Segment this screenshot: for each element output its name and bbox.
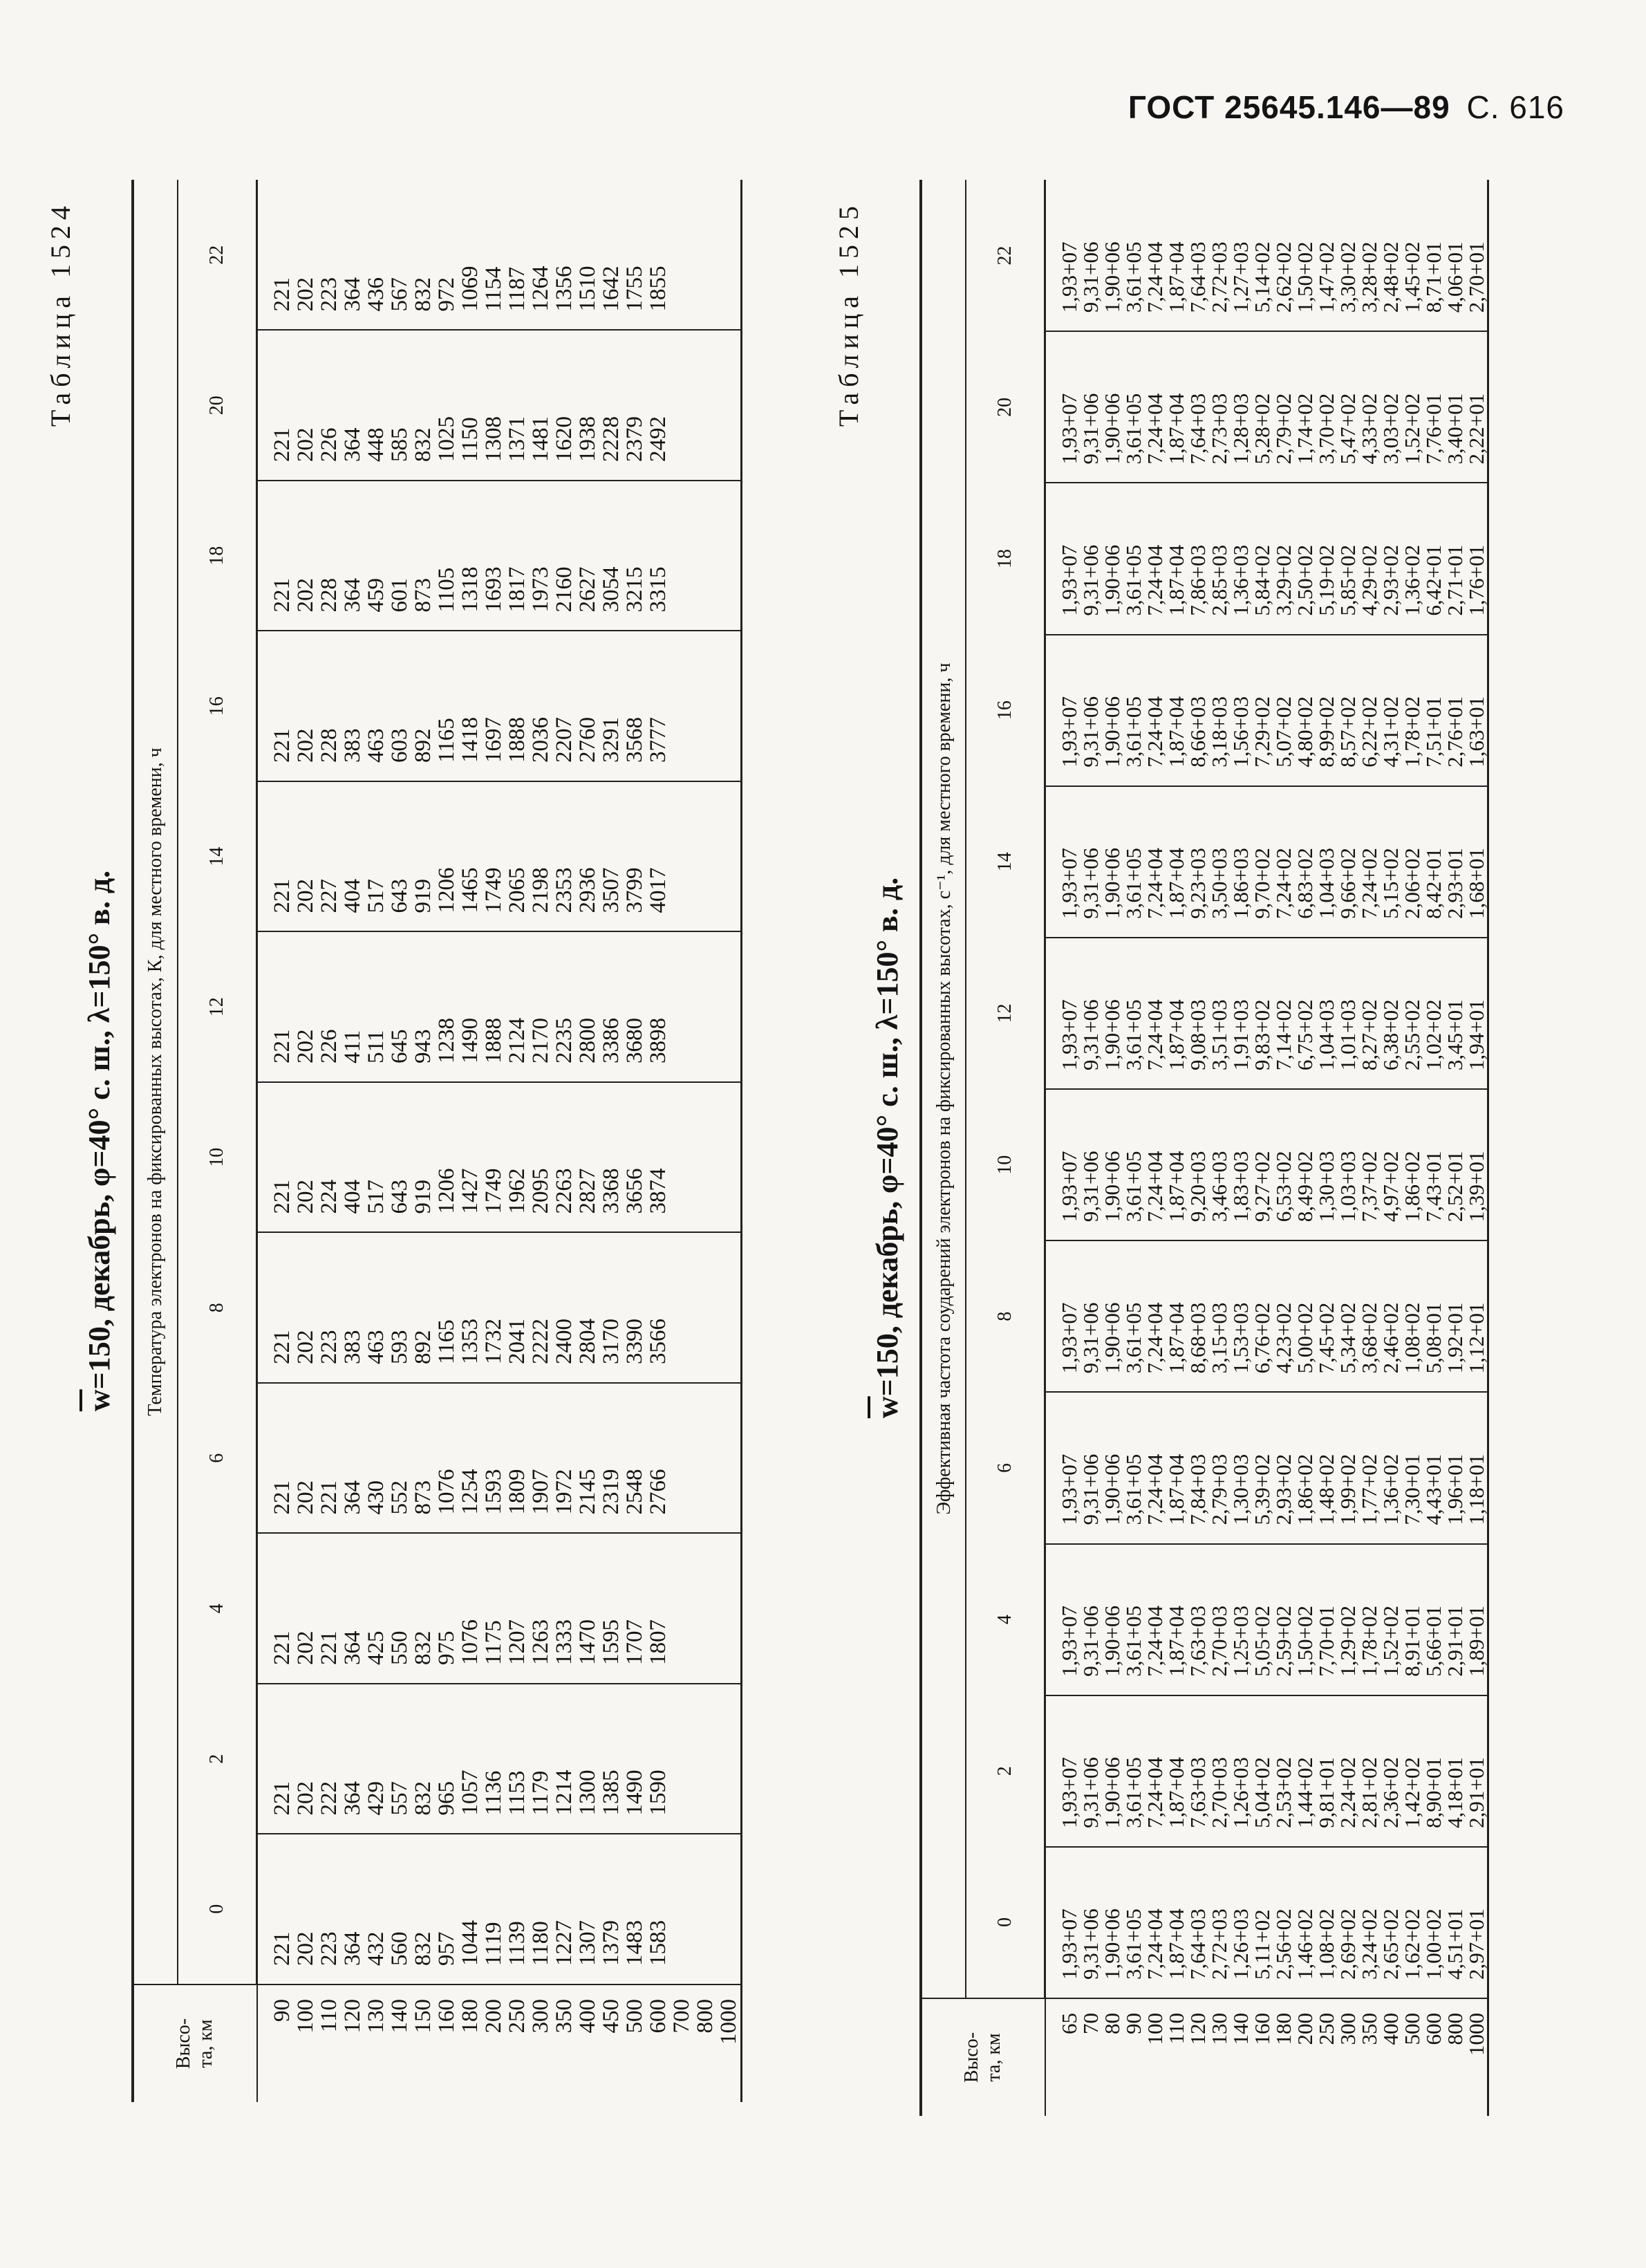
col-height-header: Высо- та, км <box>921 1998 1045 2116</box>
data-table <box>131 180 742 2102</box>
hour-column-4: 1,93+07 9,31+06 1,90+06 3,61+05 7,24+04 1,87+04 7,63+03 2,70+03 1,25+03 5,05+02 2,59+02 1,50+02 7,70+01 1,29+02 1,78+02 1,52+02 8,91+01 5,66+01 2,91+01 1,89+01 <box>1045 1544 1488 1695</box>
hour-column-4: 221 202 221 364 425 550 832 975 1076 1175 1207 1263 1333 1470 1595 1707 1807 <box>257 1534 742 1684</box>
hour-column-6: 1,93+07 9,31+06 1,90+06 3,61+05 7,24+04 1,87+04 7,84+03 2,79+03 1,30+03 5,39+02 2,93+02 1,86+02 1,48+02 1,99+02 1,77+02 1,36+02 7,30+01 4,43+01 1,96+01 1,18+01 <box>1045 1392 1488 1543</box>
hour-column-20: 1,93+07 9,31+06 1,90+06 3,61+05 7,24+04 1,87+04 7,64+03 2,73+03 1,28+03 5,28+02 2,79+02 1,74+02 3,70+02 5,47+02 4,33+02 3,03+02 1,52+02 7,76+01 3,40+01 2,22+01 <box>1045 331 1488 483</box>
data-row <box>1045 180 1488 2116</box>
hour-header-4: 4 <box>178 1534 257 1684</box>
hour-column-8: 221 202 223 383 463 593 892 1165 1353 1732 2041 2222 2400 2804 3170 3390 3566 <box>257 1233 742 1384</box>
table-label: Таблица 1524 <box>45 201 76 427</box>
table-1525-block <box>830 180 1576 2116</box>
hour-column-14: 1,93+07 9,31+06 1,90+06 3,61+05 7,24+04 1,87+04 9,23+03 3,50+03 1,86+03 9,70+02 7,24+02 6,83+02 1,04+03 9,66+02 7,24+02 5,15+02 2,06+02 8,42+01 2,93+01 1,68+01 <box>1045 786 1488 938</box>
hour-header-18: 18 <box>966 483 1045 634</box>
hour-column-16: 221 202 228 383 463 603 892 1165 1418 1697 1888 2036 2207 2760 3291 3568 3777 <box>257 631 742 782</box>
hour-column-10: 1,93+07 9,31+06 1,90+06 3,61+05 7,24+04 1,87+04 9,20+03 3,46+03 1,83+03 9,27+02 6,53+02 8,49+02 1,30+03 1,03+03 7,37+02 4,97+02 1,86+02 7,43+01 2,52+01 1,39+01 <box>1045 1089 1488 1240</box>
hour-header-14: 14 <box>178 781 257 932</box>
table-title <box>82 180 117 2102</box>
hour-column-0: 221 202 223 364 432 560 832 957 1044 1119 1139 1180 1227 1307 1379 1483 1583 <box>257 1834 742 1985</box>
hour-column-22: 1,93+07 9,31+06 1,90+06 3,61+05 7,24+04 1,87+04 7,64+03 2,72+03 1,27+03 5,14+02 2,62+02 1,50+02 1,47+02 3,30+02 3,28+02 2,48+02 1,45+02 8,71+01 4,06+01 2,70+01 <box>1045 180 1488 331</box>
page-header <box>1128 89 1564 126</box>
title-rest: =150, декабрь, φ=40° с. ш., λ=150° в. д. <box>870 877 904 1397</box>
table-label: Таблица 1525 <box>833 201 864 427</box>
hour-header-6: 6 <box>178 1383 257 1534</box>
hour-header-10: 10 <box>178 1082 257 1233</box>
data-table <box>919 180 1489 2116</box>
title-w: $\overline{w}$ <box>870 1396 904 1419</box>
hour-header-18: 18 <box>178 481 257 631</box>
group-header: Температура электронов на фиксированных высотах, К, для местного времени, ч <box>133 180 178 1984</box>
hour-column-12: 221 202 226 411 511 645 943 1238 1490 1888 2124 2170 2235 2800 3386 3680 3898 <box>257 932 742 1083</box>
hour-column-12: 1,93+07 9,31+06 1,90+06 3,61+05 7,24+04 1,87+04 9,08+03 3,51+03 1,91+03 9,83+02 7,14+02 6,75+02 1,04+03 1,01+03 8,27+02 6,38+02 2,55+02 1,02+02 3,45+01 1,94+01 <box>1045 938 1488 1089</box>
height-cell: 90 100 110 120 130 140 150 160 180 200 250 300 350 400 450 500 600 700 800 1000 <box>257 1984 742 2102</box>
hour-column-18: 1,93+07 9,31+06 1,90+06 3,61+05 7,24+04 1,87+04 7,86+03 2,85+03 1,36+03 5,84+02 3,29+02 2,50+02 5,19+02 5,85+02 4,29+02 2,93+02 1,36+02 6,42+01 2,71+01 1,76+01 <box>1045 483 1488 634</box>
hour-header-22: 22 <box>966 180 1045 331</box>
hour-column-22: 221 202 223 364 436 567 832 972 1069 1154 1187 1264 1356 1510 1642 1755 1855 <box>257 180 742 331</box>
hour-header-8: 8 <box>178 1233 257 1384</box>
hour-column-0: 1,93+07 9,31+06 1,90+06 3,61+05 7,24+04 1,87+04 7,64+03 2,72+03 1,26+03 5,11+02 2,56+02 1,46+02 1,08+02 2,69+02 3,24+02 2,65+02 1,62+02 1,00+02 4,51+01 2,97+01 <box>1045 1847 1488 1998</box>
hour-column-18: 221 202 228 364 459 601 873 1105 1318 1693 1817 1973 2160 2627 3054 3215 3315 <box>257 481 742 631</box>
hour-header-20: 20 <box>966 331 1045 483</box>
col-height-header: Высо- та, км <box>133 1984 257 2102</box>
hour-header-row <box>966 180 1045 2116</box>
hour-header-16: 16 <box>178 631 257 782</box>
table-title <box>870 180 905 2116</box>
hour-header-2: 2 <box>178 1684 257 1834</box>
hour-column-16: 1,93+07 9,31+06 1,90+06 3,61+05 7,24+04 1,87+04 8,66+03 3,18+03 1,56+03 7,29+02 5,07+02 4,80+02 8,99+02 8,57+02 6,22+02 4,31+02 1,78+02 7,51+01 2,76+01 1,63+01 <box>1045 635 1488 786</box>
hour-column-2: 1,93+07 9,31+06 1,90+06 3,61+05 7,24+04 1,87+04 7,63+03 2,70+03 1,26+03 5,04+02 2,53+02 1,44+02 9,81+01 2,24+02 2,81+02 2,36+02 1,42+02 8,90+01 4,18+01 2,91+01 <box>1045 1695 1488 1847</box>
hour-column-6: 221 202 221 364 430 552 873 1076 1254 1593 1809 1907 1972 2145 2319 2548 2766 <box>257 1383 742 1534</box>
title-w: $\overline{w}$ <box>82 1389 116 1412</box>
page-number: С. 616 <box>1466 89 1564 125</box>
hour-header-4: 4 <box>966 1544 1045 1695</box>
hour-header-12: 12 <box>178 932 257 1083</box>
hour-header-row <box>178 180 257 2102</box>
hour-column-10: 221 202 224 404 517 643 919 1206 1427 1749 1962 2095 2263 2827 3368 3656 3874 <box>257 1082 742 1233</box>
height-cell: 65 70 80 90 100 110 120 130 140 160 180 200 250 300 350 400 500 600 800 1000 <box>1045 1998 1488 2116</box>
gost-number: ГОСТ 25645.146—89 <box>1128 89 1450 125</box>
hour-column-14: 221 202 227 404 517 643 919 1206 1465 1749 2065 2198 2353 2936 3507 3799 4017 <box>257 781 742 932</box>
hour-header-14: 14 <box>966 786 1045 938</box>
title-rest: =150, декабрь, φ=40° с. ш., λ=150° в. д. <box>82 870 116 1390</box>
hour-header-20: 20 <box>178 331 257 481</box>
hour-column-8: 1,93+07 9,31+06 1,90+06 3,61+05 7,24+04 1,87+04 8,68+03 3,15+03 1,53+03 6,76+02 4,23+02 5,00+02 7,45+02 5,34+02 3,68+02 2,46+02 1,08+02 5,08+01 1,92+01 1,12+01 <box>1045 1240 1488 1392</box>
hour-header-8: 8 <box>966 1240 1045 1392</box>
group-header: Эффективная частота соударений электронов на фиксированных высотах, с⁻¹, для местного времени, ч <box>921 180 966 1998</box>
hour-header-22: 22 <box>178 180 257 331</box>
hour-column-2: 221 202 222 364 429 557 832 965 1057 1136 1153 1179 1214 1300 1385 1490 1590 <box>257 1684 742 1834</box>
hour-header-2: 2 <box>966 1695 1045 1847</box>
hour-header-6: 6 <box>966 1392 1045 1543</box>
hour-header-0: 0 <box>966 1847 1045 1998</box>
data-row <box>257 180 742 2102</box>
hour-header-10: 10 <box>966 1089 1045 1240</box>
hour-column-20: 221 202 226 364 448 585 832 1025 1150 1308 1371 1481 1620 1938 2228 2379 2492 <box>257 331 742 481</box>
table-1524-block <box>41 180 747 2102</box>
hour-header-16: 16 <box>966 635 1045 786</box>
hour-header-0: 0 <box>178 1834 257 1985</box>
hour-header-12: 12 <box>966 938 1045 1089</box>
